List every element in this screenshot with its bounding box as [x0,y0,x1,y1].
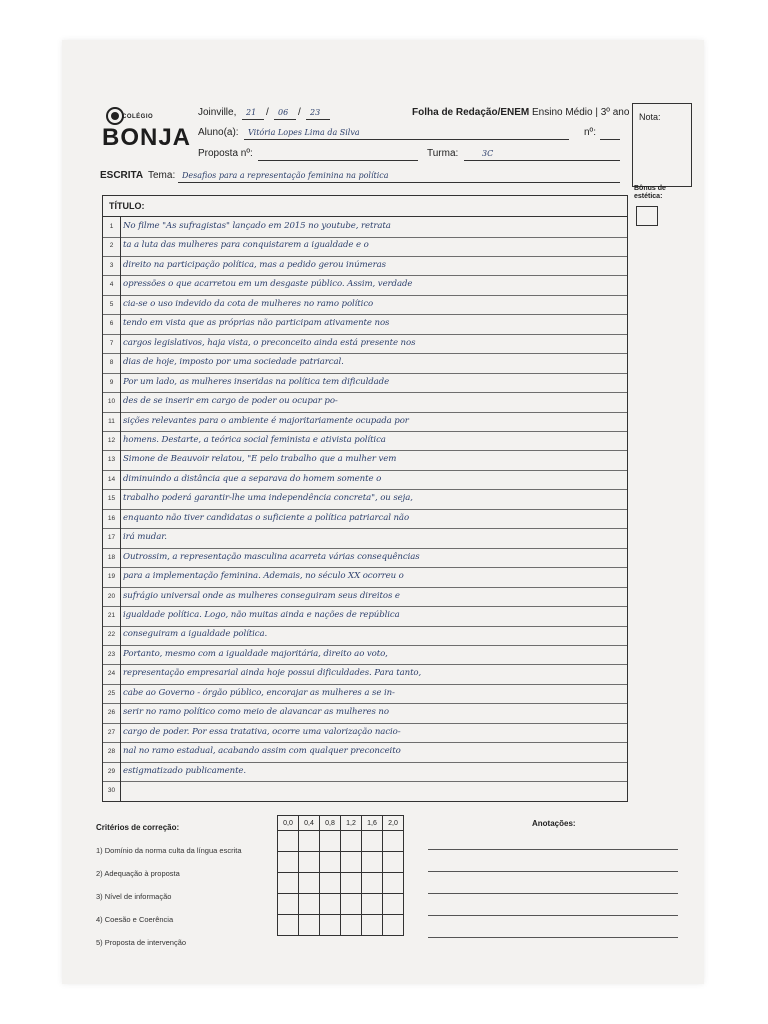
essay-line-text[interactable]: cargos legislativos, haja vista, o preconceito ainda está presente nos [123,337,416,348]
line-number: 22 [103,625,121,645]
essay-line-text[interactable]: serir no ramo político como meio de alavancar as mulheres no [123,707,389,718]
student-line [244,138,569,140]
essay-line-text[interactable]: igualdade política. Logo, não muitas ainda e nações de república [123,610,400,620]
essay-line-text[interactable]: Por um lado, as mulheres inseridas na política tem dificuldade [123,376,390,387]
essay-line-text[interactable]: trabalho poderá garantir-lhe uma independência concreta", ou seja, [123,493,413,504]
essay-line-text[interactable]: enquanto não tiver candidatas o suficiente a política patriarcal não [123,512,410,523]
grade-cell[interactable] [383,873,404,894]
grade-cell[interactable] [383,915,404,936]
criterion-item: 3) Nível de informação [96,892,172,901]
date-separator: / [266,107,269,118]
title-row [103,196,627,217]
number-label: nº: [584,127,596,138]
grade-header: 0,0 [278,816,299,831]
essay-line-text[interactable]: estigmatizado publicamente. [123,765,247,776]
essay-line-text[interactable] [123,785,625,798]
essay-line-text[interactable]: Simone de Beauvoir relatou, "É pelo trabalho que a mulher vem [123,454,397,465]
criterion-item: 5) Proposta de intervenção [96,938,187,947]
annotation-line[interactable] [428,870,678,872]
date-year-value[interactable]: 23 [310,108,321,117]
line-number: 30 [103,781,121,801]
line-number: 14 [103,470,121,490]
grade-cell[interactable] [278,894,299,915]
line-number: 24 [103,664,121,684]
essay-line-row [103,256,627,277]
essay-line-row [103,781,627,801]
grade-cell[interactable] [278,852,299,873]
line-number: 16 [103,509,121,529]
essay-line-row [103,548,627,569]
line-number: 10 [103,392,121,412]
essay-line-text[interactable]: ta a luta das mulheres para conquistarem a igualdade e o [123,240,369,251]
essay-line-text[interactable]: direito na participação política, mas a pedido gerou inúmeras [123,259,386,270]
essay-line-row [103,431,627,452]
grade-cell[interactable] [341,873,362,894]
essay-line-text[interactable]: dias de hoje, imposto por uma sociedade patriarcal. [123,357,344,368]
essay-line-row [103,606,627,627]
essay-line-row [103,373,627,394]
school-name: BONJA [102,124,192,151]
date-separator: / [298,107,301,118]
class-line [464,159,620,161]
grade-cell[interactable] [320,831,341,852]
grade-cell[interactable] [299,831,320,852]
grade-cell[interactable] [362,915,383,936]
line-number: 17 [103,528,121,548]
essay-line-row [103,587,627,608]
grade-cell[interactable] [341,915,362,936]
line-number: 3 [103,256,121,276]
title-label: TÍTULO: [109,201,145,211]
annotation-line[interactable] [428,936,678,938]
grade-cell[interactable] [362,852,383,873]
essay-line-text[interactable]: homens. Destarte, a teórica social feminista e ativista política [123,434,386,445]
line-number: 12 [103,431,121,451]
essay-line-text[interactable]: Outrossim, a representação masculina acarreta várias consequências [123,551,420,562]
city-label: Joinville, [198,107,237,118]
annotations-title: Anotações: [532,819,576,828]
essay-line-row [103,392,627,413]
form-subtitle: Ensino Médio | 3º ano [532,107,630,118]
theme-line [178,181,620,183]
line-number: 19 [103,567,121,587]
grade-cell[interactable] [278,831,299,852]
grade-row [278,915,404,936]
grade-row [278,831,404,852]
line-number: 18 [103,548,121,568]
grade-cell[interactable] [383,894,404,915]
grade-cell[interactable] [278,873,299,894]
line-number: 13 [103,450,121,470]
date-day-line [242,118,264,120]
date-day-value[interactable]: 21 [246,108,257,117]
essay-line-row [103,334,627,355]
theme-value[interactable]: Desafios para a representação feminina na política [182,171,389,180]
essay-line-row [103,275,627,296]
essay-line-row [103,625,627,646]
essay-line-text[interactable]: sições relevantes para o ambiente é majoritariamente ocupada por [123,415,409,426]
essay-line-row [103,528,627,549]
essay-line-text[interactable]: conseguiram a igualdade política. [123,629,268,640]
essay-line-row [103,489,627,510]
criterion-item: 4) Coesão e Coerência [96,915,174,924]
grade-row [278,852,404,873]
line-number: 21 [103,606,121,626]
essay-line-row [103,762,627,783]
line-number: 9 [103,373,121,393]
line-number: 8 [103,353,121,373]
line-number: 23 [103,645,121,665]
grade-cell[interactable] [320,852,341,873]
grade-cell[interactable] [320,915,341,936]
essay-line-row [103,412,627,433]
essay-line-row [103,509,627,530]
essay-line-row [103,645,627,666]
grade-cell[interactable] [362,831,383,852]
line-number: 4 [103,275,121,295]
essay-line-text[interactable]: nal no ramo estadual, acabando assim com qualquer preconceito [123,746,401,757]
essay-line-text[interactable]: diminuindo a distância que a separava do homem somente o [123,473,382,484]
essay-line-text[interactable]: cargo de poder. Por essa tratativa, ocorre uma valorização nacio- [123,726,401,737]
line-number: 11 [103,412,121,432]
grade-box [632,103,692,187]
annotation-line[interactable] [428,892,678,894]
class-label: Turma: [427,148,459,159]
essay-line-text[interactable]: cia-se o uso indevido da cota de mulheres no ramo político [123,298,374,309]
essay-line-text[interactable]: No filme "As sufragistas" lançado em 2015 no youtube, retrata [123,221,391,231]
essay-line-text[interactable]: des de se inserir em cargo de poder ou ocupar po- [123,396,338,407]
essay-line-row [103,353,627,374]
annotation-line[interactable] [428,848,678,850]
essay-line-text[interactable]: opressões o que acarretou em um desgaste público. Assim, verdade [123,279,413,290]
essay-sheet [62,40,704,984]
line-number: 2 [103,236,121,256]
grade-cell[interactable] [341,852,362,873]
grade-header: 0,8 [320,816,341,831]
criterion-item: 2) Adequação à proposta [96,869,180,878]
escrita-label: ESCRITA [100,170,144,181]
proposal-label: Proposta nº: [198,148,253,159]
grade-cell[interactable] [299,852,320,873]
line-number: 15 [103,489,121,509]
line-number: 6 [103,314,121,334]
essay-line-row [103,567,627,588]
aesthetic-bonus-label: Bônus de estética: [634,185,666,200]
essay-line-row [103,236,627,257]
line-number: 5 [103,295,121,315]
line-number: 7 [103,334,121,354]
grading-table [277,815,404,936]
criterion-item: 1) Domínio da norma culta da língua escrita [96,846,242,855]
essay-line-row [103,470,627,491]
essay-line-text[interactable]: representação empresarial ainda hoje possui dificuldades. Para tanto, [123,668,422,679]
grade-header: 1,2 [341,816,362,831]
essay-line-text[interactable]: para a implementação feminina. Ademais, no século XX ocorreu o [123,571,404,582]
essay-line-row [103,703,627,724]
line-number: 26 [103,703,121,723]
number-field[interactable] [600,138,620,140]
form-title: Folha de Redação/ENEM [412,107,530,118]
grade-row [278,894,404,915]
grade-cell[interactable] [383,852,404,873]
annotation-line[interactable] [428,914,678,916]
school-label-small: COLÉGIO [122,114,154,120]
grade-header: 1,6 [362,816,383,831]
essay-line-row [103,664,627,685]
proposal-field[interactable] [258,159,418,161]
grade-cell[interactable] [278,915,299,936]
essay-line-row [103,742,627,763]
grade-cell[interactable] [362,894,383,915]
grade-cell[interactable] [341,831,362,852]
essay-line-row [103,217,627,238]
line-number: 20 [103,587,121,607]
essay-line-text[interactable]: cabe ao Governo - órgão público, encorajar as mulheres a se in- [123,687,395,698]
grade-header: 0,4 [299,816,320,831]
criteria-title: Critérios de correção: [96,823,180,832]
essay-line-row [103,450,627,471]
essay-line-row [103,314,627,335]
essay-line-text[interactable]: irá mudar. [123,532,167,543]
grade-label: Nota: [639,112,661,122]
essay-lined-area [102,195,628,802]
essay-line-row [103,723,627,744]
aesthetic-bonus-checkbox[interactable] [636,206,658,226]
theme-label: Tema: [148,170,176,181]
grade-cell[interactable] [320,873,341,894]
line-number: 1 [103,217,121,237]
grade-cell[interactable] [299,873,320,894]
grade-header: 2,0 [383,816,404,831]
date-year-line [306,118,330,120]
line-number: 27 [103,723,121,743]
line-number: 28 [103,742,121,762]
date-month-line [274,118,296,120]
grade-cell[interactable] [341,894,362,915]
student-name-value[interactable]: Vitória Lopes Lima da Silva [248,128,360,137]
grade-cell[interactable] [299,915,320,936]
class-value[interactable]: 3C [482,149,494,158]
grade-cell[interactable] [383,831,404,852]
grade-row [278,873,404,894]
essay-line-row [103,295,627,316]
line-number: 29 [103,762,121,782]
essay-line-row [103,684,627,705]
student-label: Aluno(a): [198,127,239,138]
essay-line-text[interactable]: tendo em vista que as próprias não participam ativamente nos [123,318,390,329]
date-month-value[interactable]: 06 [278,108,289,117]
grade-cell[interactable] [362,873,383,894]
grade-cell[interactable] [320,894,341,915]
line-number: 25 [103,684,121,704]
grade-cell[interactable] [299,894,320,915]
essay-line-text[interactable]: sufrágio universal onde as mulheres conseguiram seus direitos e [123,590,400,601]
essay-line-text[interactable]: Portanto, mesmo com a igualdade majoritária, direito ao voto, [123,648,388,659]
